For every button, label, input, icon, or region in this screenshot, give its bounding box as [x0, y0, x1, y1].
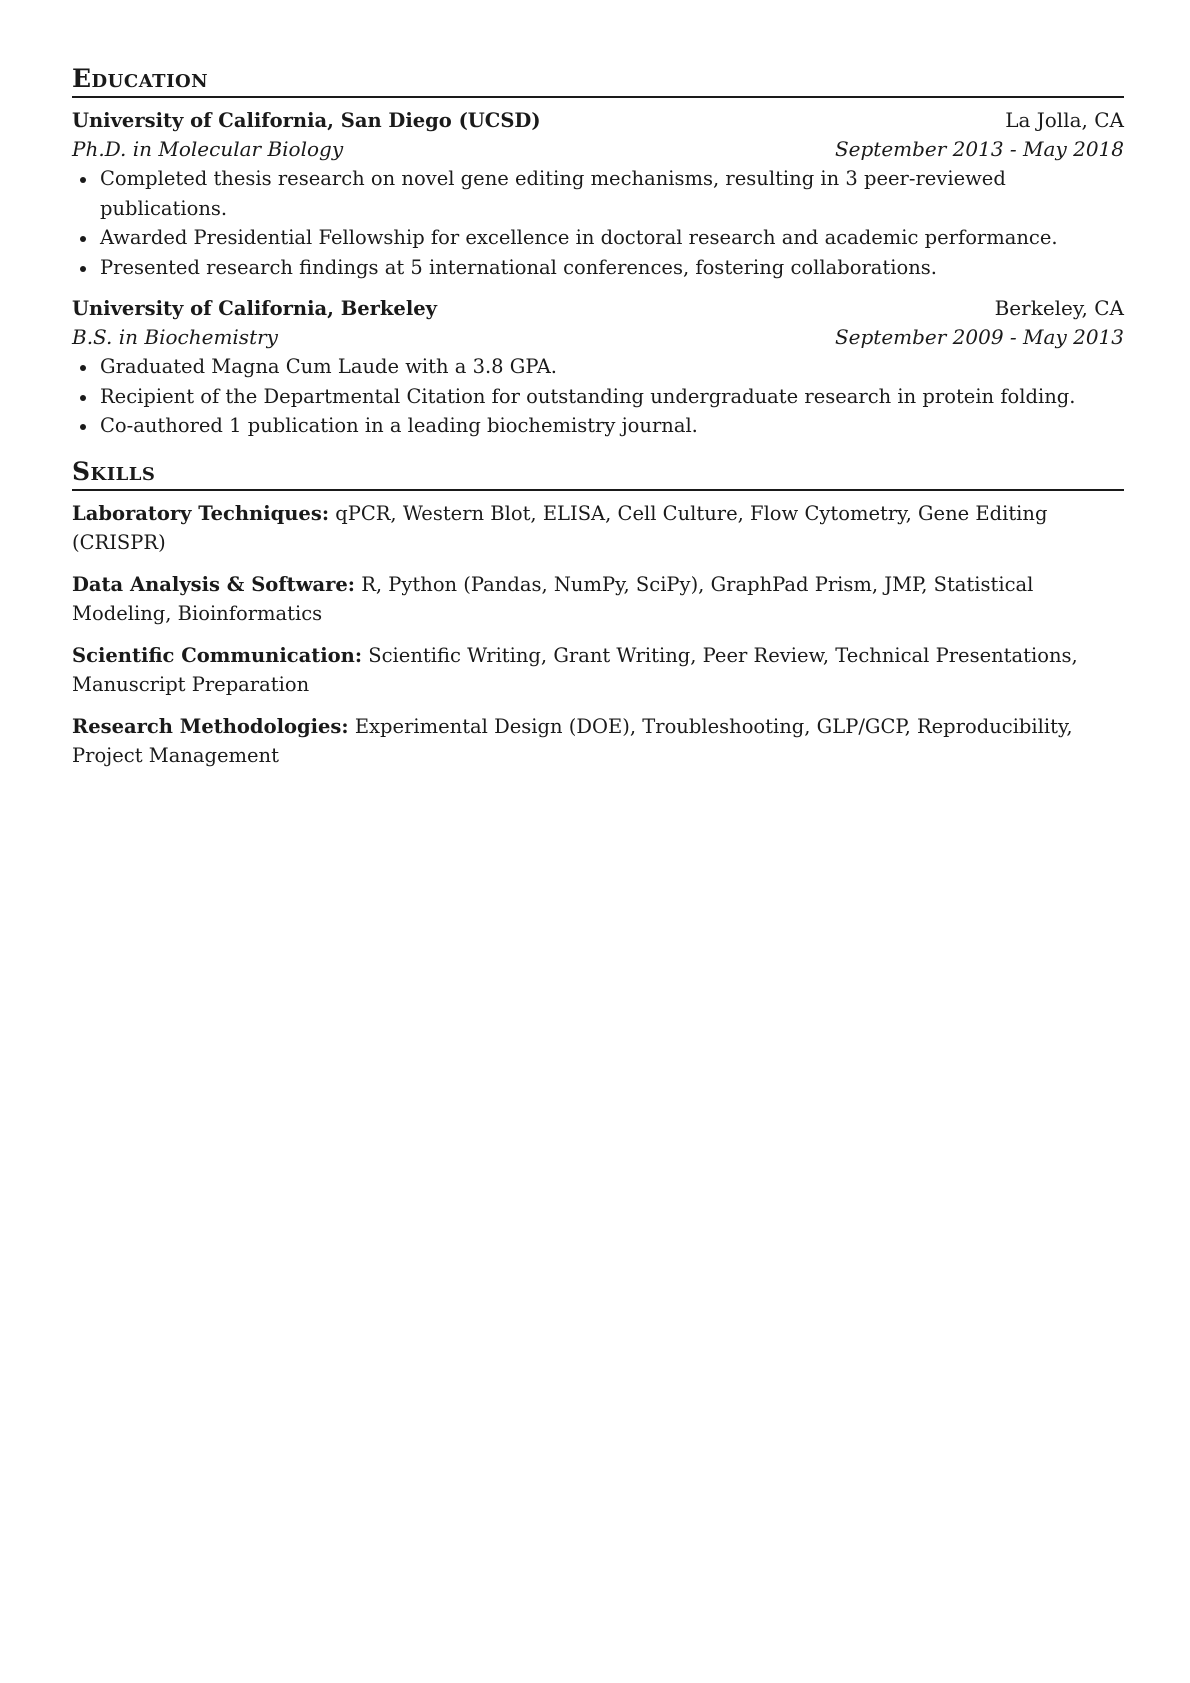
skill-value: Experimental Design (DOE), Troubleshooting, GLP/GCP, Reproducibility, Project Management: [72, 714, 1073, 767]
achievement-list: [72, 352, 1124, 441]
achievement-item: Graduated Magna Cum Laude with a 3.8 GPA.: [72, 352, 1124, 382]
achievement-item: Recipient of the Departmental Citation for outstanding undergraduate research in protein folding.: [72, 382, 1124, 412]
education-heading: Education: [72, 64, 1124, 98]
achievement-item: Presented research findings at 5 international conferences, fostering collaborations.: [72, 253, 1124, 283]
achievement-item: Completed thesis research on novel gene editing mechanisms, resulting in 3 peer-reviewed publications.: [72, 164, 1124, 223]
skill-value: Scientific Writing, Grant Writing, Peer Review, Technical Presentations, Manuscript Preparation: [72, 643, 1078, 696]
entry-header-row: [72, 294, 1124, 323]
degree-dates: September 2013 - May 2018: [834, 137, 1124, 161]
skills-heading: Skills: [72, 457, 1124, 491]
education-entry-ucsd: [72, 106, 1124, 282]
achievement-item: Awarded Presidential Fellowship for excellence in doctoral research and academic performance.: [72, 223, 1124, 253]
skill-scientific-communication: [72, 641, 1124, 700]
achievement-item: Co-authored 1 publication in a leading biochemistry journal.: [72, 411, 1124, 441]
skill-value: qPCR, Western Blot, ELISA, Cell Culture, Flow Cytometry, Gene Editing (CRISPR): [72, 501, 1048, 554]
entry-degree-row: [72, 135, 1124, 164]
skill-label: Research Methodologies:: [72, 714, 349, 738]
skill-value: R, Python (Pandas, NumPy, SciPy), GraphPad Prism, JMP, Statistical Modeling, Bioinformatics: [72, 572, 1034, 625]
skill-data-analysis: [72, 570, 1124, 629]
degree-title: Ph.D. in Molecular Biology: [72, 137, 344, 161]
resume-content: [72, 64, 1124, 783]
school-name: University of California, San Diego (UCSD): [72, 109, 541, 132]
skill-label: Laboratory Techniques:: [72, 501, 330, 525]
skill-label: Scientific Communication:: [72, 643, 363, 667]
education-entry-berkeley: [72, 294, 1124, 441]
school-location: La Jolla, CA: [1005, 108, 1124, 132]
skill-laboratory-techniques: [72, 499, 1124, 558]
skill-label: Data Analysis & Software:: [72, 572, 355, 596]
entry-degree-row: [72, 323, 1124, 352]
school-location: Berkeley, CA: [994, 296, 1124, 320]
skill-research-methodologies: [72, 712, 1124, 771]
achievement-list: [72, 164, 1124, 282]
entry-header-row: [72, 106, 1124, 135]
degree-title: B.S. in Biochemistry: [72, 325, 278, 349]
school-name: University of California, Berkeley: [72, 297, 437, 320]
degree-dates: September 2009 - May 2013: [834, 325, 1124, 349]
